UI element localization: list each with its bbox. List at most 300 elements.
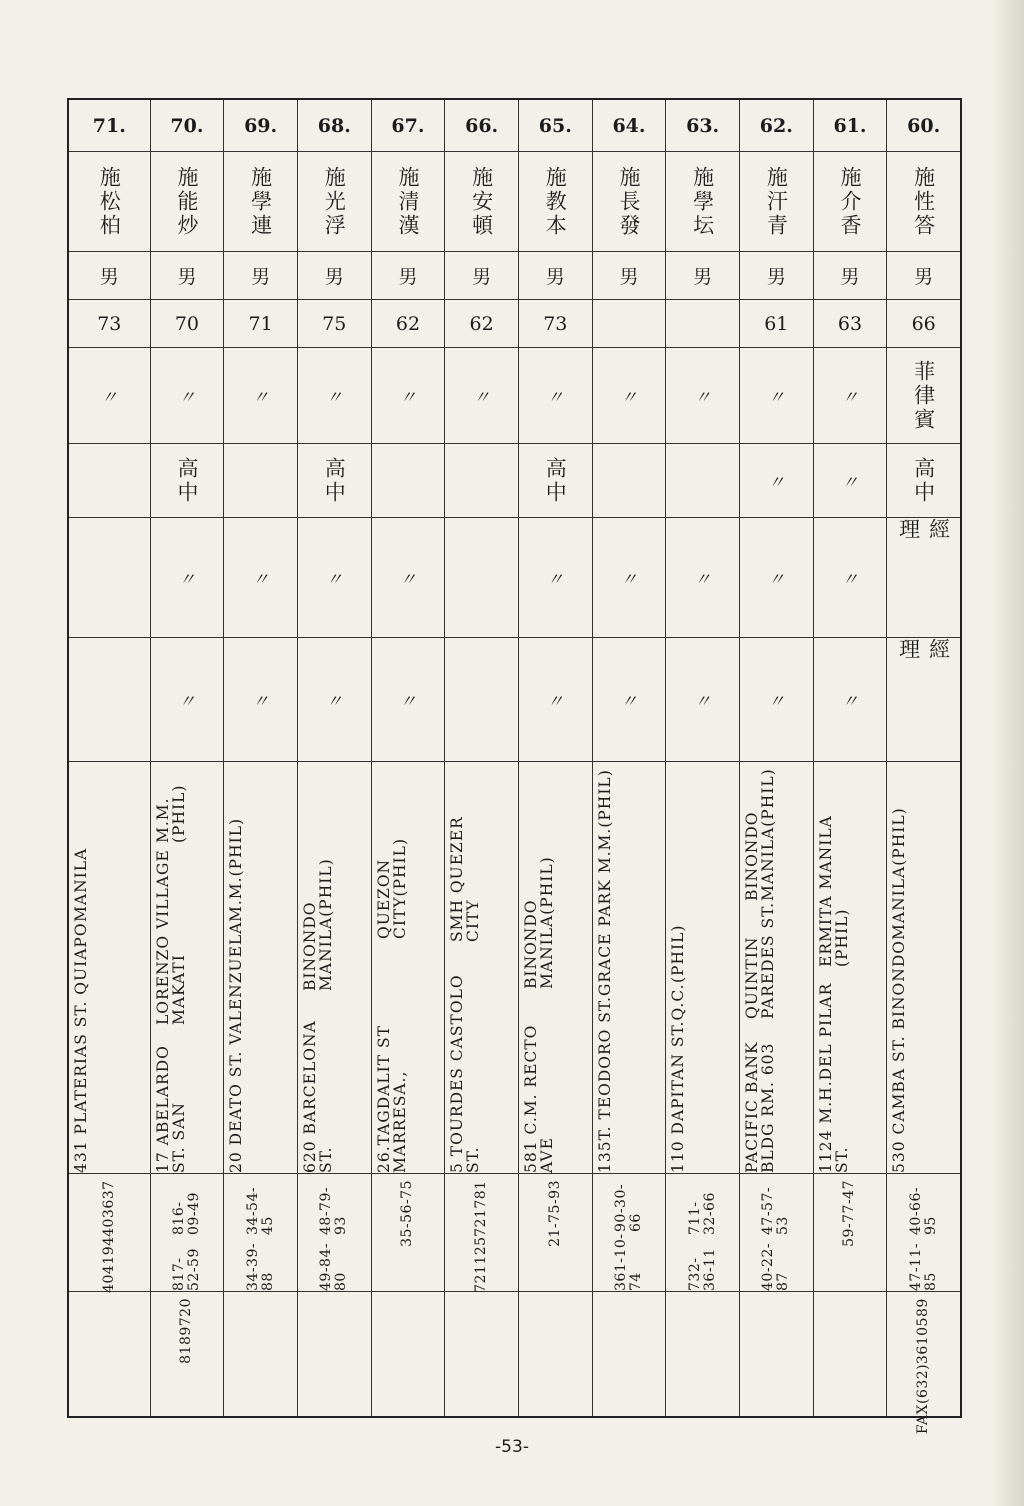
cell-addr	[445, 762, 518, 1174]
position-value: 〃	[841, 570, 859, 590]
address-line: MANILA	[71, 848, 90, 923]
title-value: 〃	[252, 692, 270, 712]
education-value: 〃	[767, 473, 785, 493]
members-table	[67, 98, 962, 1435]
cell-pos2	[814, 638, 887, 762]
address-line: 26.TAGDALIT ST MARRESA.,	[374, 1025, 409, 1173]
cell-age	[224, 300, 297, 348]
phone-block	[319, 1180, 349, 1291]
age-value: 61	[764, 312, 789, 335]
cell-nat	[69, 348, 150, 444]
sex-value: 男	[840, 266, 860, 288]
cell-age	[593, 300, 666, 348]
cell-sex	[224, 252, 297, 300]
nationality-value: 〃	[473, 388, 491, 408]
table-column-60	[886, 100, 960, 1435]
member-name: 施學坛	[690, 165, 715, 238]
phone-number: 35-56-75	[399, 1180, 416, 1247]
address-line: LORENZO VILLAGE MAKATI	[153, 849, 188, 1026]
nationality-value: 〃	[546, 388, 564, 408]
phone-block	[688, 1180, 718, 1291]
cell-age	[445, 300, 518, 348]
address-line: BINONDO MANILA(PHIL)	[742, 767, 777, 901]
cell-age	[666, 300, 739, 348]
member-name: 施性答	[911, 165, 936, 238]
cell-pos1	[224, 518, 297, 638]
phone-number: 721125	[473, 1236, 490, 1293]
cell-sex	[519, 252, 592, 300]
cell-pos2	[298, 638, 371, 762]
cell-tel	[814, 1174, 887, 1292]
cell-sex	[151, 252, 224, 300]
address-line: 530 CAMBA ST. BINONDO	[890, 940, 909, 1173]
phone-number: 48-79-93	[318, 1187, 350, 1236]
cell-name	[372, 152, 445, 252]
cell-age	[814, 300, 887, 348]
cell-name	[69, 152, 150, 252]
nationality-value: 〃	[841, 388, 859, 408]
sex-value: 男	[251, 266, 271, 288]
cell-fax	[69, 1292, 150, 1420]
title-value: 〃	[399, 692, 417, 712]
cell-fax	[445, 1292, 518, 1420]
cell-addr	[298, 762, 371, 1174]
entry-number: 62.	[759, 114, 793, 137]
cell-pos1	[666, 518, 739, 638]
cell-pos2	[593, 638, 666, 762]
entry-number: 66.	[465, 114, 499, 137]
sex-value: 男	[693, 266, 713, 288]
position-value: 〃	[325, 570, 343, 590]
phone-number: 49-84-80	[318, 1242, 350, 1291]
cell-edu	[151, 444, 224, 518]
phone-number: 40-66-95	[907, 1187, 939, 1236]
cell-fax	[814, 1292, 887, 1420]
phone-block	[246, 1180, 276, 1291]
address-line: (PHIL)	[669, 924, 688, 984]
table-column-65	[518, 100, 592, 1416]
address-block	[670, 768, 686, 1173]
cell-tel	[69, 1174, 150, 1292]
cell-pos1	[519, 518, 592, 638]
page-edge-shadow	[990, 0, 1024, 1506]
address-line: 20 DEATO ST. VALENZUELA	[227, 921, 246, 1173]
cell-addr	[519, 762, 592, 1174]
sex-value: 男	[472, 266, 492, 288]
cell-sex	[593, 252, 666, 300]
table-column-68	[297, 100, 371, 1416]
cell-pos2	[372, 638, 445, 762]
cell-nat	[887, 348, 960, 444]
cell-edu	[887, 444, 960, 518]
cell-tel	[887, 1174, 960, 1292]
phone-block	[909, 1180, 939, 1291]
education-value: 高中	[911, 456, 936, 505]
cell-sex	[69, 252, 150, 300]
phone-number: 361-10-74	[612, 1233, 644, 1291]
phone-number: 404194	[100, 1236, 117, 1293]
phone-block	[172, 1180, 202, 1291]
cell-name	[298, 152, 371, 252]
fax-number: 8189720	[178, 1298, 195, 1364]
age-value: 62	[395, 312, 421, 335]
table-column-62	[739, 100, 813, 1416]
cell-fax	[519, 1292, 592, 1420]
member-name: 施長發	[616, 165, 641, 238]
title-value: 〃	[620, 692, 638, 712]
cell-name	[666, 152, 739, 252]
cell-edu	[519, 444, 592, 518]
entry-number: 69.	[244, 114, 278, 137]
cell-sex	[740, 252, 813, 300]
address-block	[302, 768, 334, 1173]
cell-addr	[593, 762, 666, 1174]
cell-pos1	[814, 518, 887, 638]
cell-edu	[814, 444, 887, 518]
cell-edu	[372, 444, 445, 518]
address-line: QUINTIN PAREDES ST.	[742, 901, 777, 1019]
education-value: 高中	[174, 456, 199, 505]
entry-number: 68.	[317, 114, 351, 137]
nationality-value: 〃	[325, 388, 343, 408]
title-value: 經理	[896, 638, 951, 715]
entry-number: 63.	[686, 114, 720, 137]
cell-tel	[151, 1174, 224, 1292]
cell-pos1	[151, 518, 224, 638]
cell-nat	[740, 348, 813, 444]
cell-sex	[666, 252, 739, 300]
sex-value: 男	[914, 266, 934, 288]
phone-number: 90-30-66	[612, 1183, 644, 1232]
cell-fax	[887, 1292, 960, 1435]
position-value: 〃	[178, 570, 196, 590]
cell-fax	[593, 1292, 666, 1420]
table-column-69	[223, 100, 297, 1416]
cell-fax	[224, 1292, 297, 1420]
cell-num	[298, 100, 371, 152]
cell-fax	[151, 1292, 224, 1420]
cell-age	[372, 300, 445, 348]
nationality-value: 〃	[767, 388, 785, 408]
cell-addr	[666, 762, 739, 1174]
cell-pos1	[69, 518, 150, 638]
cell-pos2	[445, 638, 518, 762]
address-line: ERMITA MANILA (PHIL)	[816, 815, 851, 968]
cell-pos1	[372, 518, 445, 638]
fax-number: FAX(632)	[915, 1363, 932, 1435]
sex-value: 男	[545, 266, 565, 288]
address-line: GRACE PARK M.M.(PHIL)	[595, 769, 614, 997]
cell-fax	[740, 1292, 813, 1420]
phone-number: 817-52-59	[170, 1248, 202, 1291]
cell-pos2	[151, 638, 224, 762]
title-value: 〃	[694, 692, 712, 712]
address-line: QUEZON CITY(PHIL)	[374, 837, 409, 939]
page-number: -53-	[495, 1437, 529, 1457]
cell-edu	[224, 444, 297, 518]
cell-tel	[298, 1174, 371, 1292]
cell-nat	[298, 348, 371, 444]
education-value: 高中	[543, 456, 568, 505]
member-name: 施光浮	[322, 165, 347, 238]
cell-pos1	[445, 518, 518, 638]
phone-number: 40-22-87	[760, 1242, 792, 1291]
entry-number: 64.	[612, 114, 646, 137]
phone-block	[761, 1180, 791, 1291]
cell-num	[372, 100, 445, 152]
cell-name	[814, 152, 887, 252]
address-block	[744, 768, 776, 1173]
entry-number: 71.	[92, 114, 126, 137]
cell-tel	[224, 1174, 297, 1292]
position-value: 〃	[252, 570, 270, 590]
fax-block	[179, 1298, 194, 1364]
address-line: 1124 M.H.DEL PILAR ST.	[816, 982, 851, 1173]
member-name: 施松柏	[97, 165, 122, 238]
phone-number: 711-32-66	[686, 1192, 718, 1236]
phone-block	[102, 1180, 117, 1293]
member-name: 施學連	[248, 165, 273, 238]
member-name: 施教本	[543, 165, 568, 238]
address-block	[523, 768, 555, 1173]
cell-name	[519, 152, 592, 252]
cell-fax	[298, 1292, 371, 1420]
cell-nat	[151, 348, 224, 444]
cell-nat	[519, 348, 592, 444]
cell-num	[740, 100, 813, 152]
cell-sex	[445, 252, 518, 300]
cell-age	[887, 300, 960, 348]
phone-number: 59-77-47	[841, 1180, 858, 1247]
title-value: 〃	[841, 692, 859, 712]
cell-num	[151, 100, 224, 152]
address-line: BINONDO MANILA(PHIL)	[300, 858, 335, 992]
entry-number: 65.	[538, 114, 572, 137]
cell-addr	[814, 762, 887, 1174]
phone-number: 34-54-45	[244, 1187, 276, 1236]
phone-block	[474, 1180, 489, 1293]
address-block	[228, 768, 244, 1173]
position-value: 〃	[546, 570, 564, 590]
cell-name	[151, 152, 224, 252]
cell-sex	[814, 252, 887, 300]
member-name: 施清漢	[395, 165, 420, 238]
fax-block	[916, 1298, 931, 1434]
cell-num	[593, 100, 666, 152]
address-block	[73, 768, 89, 1173]
cell-num	[814, 100, 887, 152]
phone-number: 816-09-49	[170, 1192, 202, 1236]
cell-addr	[224, 762, 297, 1174]
table-column-67	[371, 100, 445, 1416]
address-line: MANILA(PHIL)	[890, 807, 909, 941]
cell-age	[519, 300, 592, 348]
address-block	[597, 768, 613, 1173]
cell-tel	[519, 1174, 592, 1292]
address-block	[155, 768, 187, 1173]
cell-age	[740, 300, 813, 348]
table-column-70	[150, 100, 224, 1416]
cell-tel	[445, 1174, 518, 1292]
age-value: 66	[911, 312, 936, 335]
education-value: 高中	[322, 456, 347, 505]
entry-number: 67.	[391, 114, 425, 137]
cell-pos2	[519, 638, 592, 762]
cell-nat	[666, 348, 739, 444]
address-line: BINONDO MANILA(PHIL)	[521, 856, 556, 989]
cell-num	[445, 100, 518, 152]
cell-age	[69, 300, 150, 348]
cell-tel	[740, 1174, 813, 1292]
sex-value: 男	[619, 266, 639, 288]
sex-value: 男	[99, 266, 119, 288]
cell-edu	[69, 444, 150, 518]
cell-pos1	[740, 518, 813, 638]
age-value: 73	[543, 312, 568, 335]
cell-num	[224, 100, 297, 152]
cell-sex	[887, 252, 960, 300]
nationality-value: 菲律賓	[911, 359, 936, 432]
nationality-value: 〃	[694, 388, 712, 408]
age-value: 62	[469, 312, 494, 335]
position-value: 〃	[399, 570, 417, 590]
cell-num	[69, 100, 150, 152]
age-value: 75	[322, 312, 347, 335]
cell-name	[887, 152, 960, 252]
title-value: 〃	[325, 692, 343, 712]
education-value: 〃	[841, 473, 859, 493]
address-block	[449, 768, 481, 1173]
cell-fax	[666, 1292, 739, 1420]
cell-name	[593, 152, 666, 252]
nationality-value: 〃	[178, 388, 196, 408]
nationality-value: 〃	[100, 388, 118, 408]
table-column-71	[69, 100, 150, 1416]
cell-addr	[69, 762, 150, 1174]
phone-number: 403637	[100, 1180, 117, 1237]
title-value: 〃	[767, 692, 785, 712]
phone-block	[400, 1180, 415, 1247]
cell-addr	[151, 762, 224, 1174]
cell-age	[298, 300, 371, 348]
table-column-61	[813, 100, 887, 1416]
cell-pos2	[740, 638, 813, 762]
address-line: 110 DAPITAN ST.Q.C.	[669, 983, 688, 1173]
address-line: 581 C.M. RECTO AVE	[521, 1024, 556, 1173]
phone-block	[548, 1180, 563, 1247]
address-line: 135T. TEODORO ST.	[595, 996, 614, 1173]
cell-pos2	[887, 638, 960, 762]
cell-pos1	[298, 518, 371, 638]
address-block	[891, 768, 907, 1173]
phone-block	[842, 1180, 857, 1247]
cell-nat	[372, 348, 445, 444]
address-line: M.M.(PHIL)	[153, 784, 188, 844]
phone-number: 47-11-85	[907, 1242, 939, 1291]
address-line: 620 BARCELONA ST.	[300, 1020, 335, 1173]
cell-name	[445, 152, 518, 252]
cell-addr	[887, 762, 960, 1174]
position-value: 〃	[694, 570, 712, 590]
phone-number: 21-75-93	[546, 1180, 563, 1247]
cell-pos2	[224, 638, 297, 762]
cell-name	[224, 152, 297, 252]
phone-number: 732-36-11	[686, 1248, 718, 1291]
table-column-63	[665, 100, 739, 1416]
cell-edu	[740, 444, 813, 518]
cell-tel	[666, 1174, 739, 1292]
address-line: 17 ABELARDO ST. SAN	[153, 1045, 188, 1173]
address-block	[818, 768, 850, 1173]
member-name: 施安頓	[469, 165, 494, 238]
entry-number: 61.	[833, 114, 867, 137]
nationality-value: 〃	[399, 388, 417, 408]
cell-edu	[593, 444, 666, 518]
cell-edu	[298, 444, 371, 518]
member-name: 施介香	[837, 165, 862, 238]
cell-num	[887, 100, 960, 152]
address-line: 431 PLATERIAS ST. QUIAPO	[71, 922, 90, 1173]
age-value: 63	[837, 312, 863, 335]
member-name: 施能炒	[174, 165, 199, 238]
cell-pos2	[69, 638, 150, 762]
position-value: 經理	[896, 518, 951, 591]
fax-number: 3610589	[915, 1298, 932, 1364]
title-value: 〃	[546, 692, 564, 712]
cell-addr	[372, 762, 445, 1174]
cell-pos2	[666, 638, 739, 762]
entry-number: 70.	[170, 114, 204, 137]
member-name: 施汗青	[764, 165, 789, 238]
nationality-value: 〃	[620, 388, 638, 408]
cell-nat	[814, 348, 887, 444]
table-column-66	[444, 100, 518, 1416]
cell-tel	[372, 1174, 445, 1292]
nationality-value: 〃	[252, 388, 270, 408]
cell-edu	[445, 444, 518, 518]
sex-value: 男	[398, 266, 418, 288]
phone-number: 721781	[473, 1180, 490, 1237]
address-line: PACIFIC BANK BLDG RM. 603	[742, 1041, 777, 1173]
position-value: 〃	[767, 570, 785, 590]
age-value: 71	[248, 312, 273, 335]
cell-addr	[740, 762, 813, 1174]
sex-value: 男	[324, 266, 344, 288]
cell-num	[666, 100, 739, 152]
title-value: 〃	[178, 692, 196, 712]
cell-nat	[593, 348, 666, 444]
age-value: 73	[97, 312, 122, 335]
address-block	[376, 768, 408, 1173]
phone-block	[614, 1180, 644, 1291]
cell-edu	[666, 444, 739, 518]
cell-fax	[372, 1292, 445, 1420]
cell-sex	[298, 252, 371, 300]
table-column-64	[592, 100, 666, 1416]
address-line: M.M.(PHIL)	[227, 817, 246, 922]
phone-number: 47-57-53	[760, 1187, 792, 1236]
cell-nat	[445, 348, 518, 444]
address-line: SMH QUEZER CITY	[448, 816, 483, 943]
phone-number: 34-39-88	[244, 1242, 276, 1291]
cell-nat	[224, 348, 297, 444]
cell-sex	[372, 252, 445, 300]
cell-name	[740, 152, 813, 252]
sex-value: 男	[766, 266, 786, 288]
cell-tel	[593, 1174, 666, 1292]
sex-value: 男	[177, 266, 197, 288]
cell-num	[519, 100, 592, 152]
